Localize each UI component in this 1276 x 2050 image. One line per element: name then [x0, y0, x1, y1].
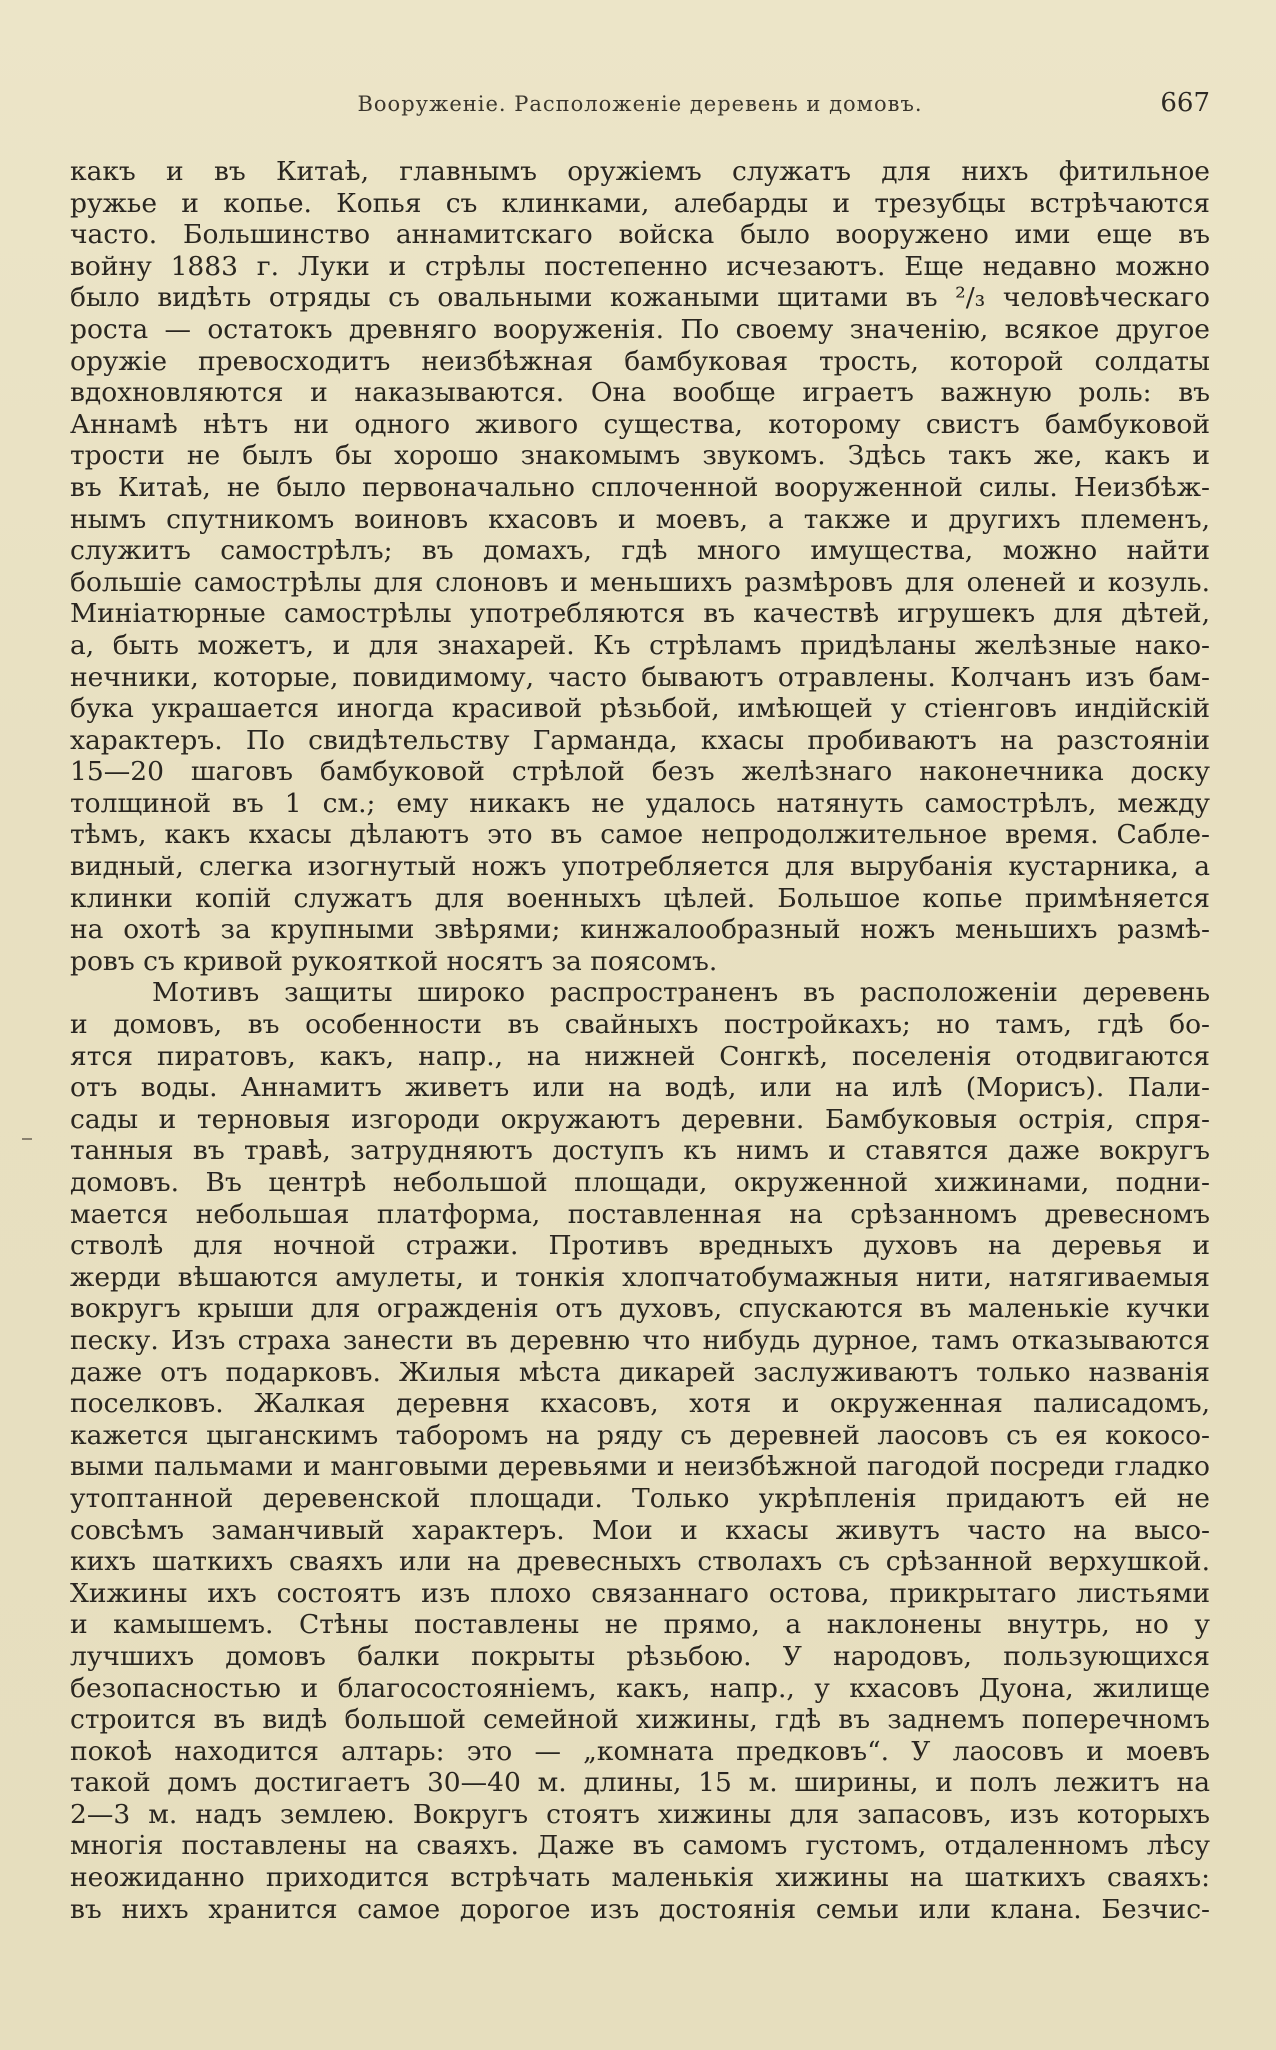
text-line: и камышемъ. Стѣны поставлены не прямо, а наклонены внутрь, но у	[70, 1609, 1210, 1641]
text-line: часто. Большинство аннамитскаго войска было вооружено ими еще въ	[70, 219, 1210, 251]
text-line: оружіе превосходитъ неизбѣжная бамбуковая трость, которой солдаты	[70, 345, 1210, 377]
text-line: даже отъ подарковъ. Жилыя мѣста дикарей заслуживаютъ только названія	[70, 1356, 1210, 1388]
text-line: Миніатюрные самострѣлы употребляются въ качествѣ игрушекъ для дѣтей,	[70, 598, 1210, 630]
text-line: кажется цыганскимъ таборомъ на ряду съ деревней лаосовъ съ ея кокосо-	[70, 1419, 1210, 1451]
text-line: большіе самострѣлы для слоновъ и меньшихъ размѣровъ для оленей и козуль.	[70, 566, 1210, 598]
paragraph-1	[70, 156, 1210, 977]
text-line: въ Китаѣ, не было первоначально сплоченной вооруженной силы. Неизбѣж-	[70, 471, 1210, 503]
text-line: войну 1883 г. Луки и стрѣлы постепенно исчезаютъ. Еще недавно можно	[70, 250, 1210, 282]
text-line: поселковъ. Жалкая деревня кхасовъ, хотя и окруженная палисадомъ,	[70, 1388, 1210, 1420]
text-line: вокругъ крыши для огражденія отъ духовъ, спускаются въ маленькіе кучки	[70, 1293, 1210, 1325]
text-line: тѣмъ, какъ кхасы дѣлаютъ это въ самое непродолжительное время. Сабле-	[70, 819, 1210, 851]
text-line: Хижины ихъ состоятъ изъ плохо связаннаго остова, прикрытаго листьями	[70, 1577, 1210, 1609]
text-line: строится въ видѣ большой семейной хижины, гдѣ въ заднемъ поперечномъ	[70, 1704, 1210, 1736]
page-header	[70, 88, 1210, 132]
text-line: на охотѣ за крупными звѣрями; кинжалообразный ножъ меньшихъ размѣ-	[70, 914, 1210, 946]
text-line: танныя въ травѣ, затрудняютъ доступъ къ нимъ и ставятся даже вокругъ	[70, 1135, 1210, 1167]
running-title: Вооруженіе. Расположеніе деревень и домовъ.	[357, 92, 923, 116]
text-line: ятся пиратовъ, какъ, напр., на нижней Сонгкѣ, поселенія отодвигаются	[70, 1040, 1210, 1072]
paragraph-2	[70, 977, 1210, 1925]
text-line: сады и терновыя изгороди окружаютъ деревни. Бамбуковыя острія, спря-	[70, 1103, 1210, 1135]
text-line: кихъ шаткихъ сваяхъ или на древесныхъ стволахъ съ срѣзанной верхушкой.	[70, 1546, 1210, 1578]
text-line: неожиданно приходится встрѣчать маленькія хижины на шаткихъ сваяхъ:	[70, 1862, 1210, 1894]
text-line: стволѣ для ночной стражи. Противъ вредныхъ духовъ на деревья и	[70, 1230, 1210, 1262]
text-line: совсѣмъ заманчивый характеръ. Мои и кхасы живутъ часто на высо-	[70, 1514, 1210, 1546]
page-number: 667	[1160, 88, 1210, 118]
text-line: лучшихъ домовъ балки покрыты рѣзьбою. У народовъ, пользующихся	[70, 1640, 1210, 1672]
page-body	[70, 156, 1210, 1925]
text-line: трости не былъ бы хорошо знакомымъ звукомъ. Здѣсь такъ же, какъ и	[70, 440, 1210, 472]
text-line: видный, слегка изогнутый ножъ употребляется для вырубанія кустарника, а	[70, 851, 1210, 883]
text-line: утоптанной деревенской площади. Только укрѣпленія придаютъ ей не	[70, 1482, 1210, 1514]
text-line: характеръ. По свидѣтельству Гарманда, кхасы пробиваютъ на разстояніи	[70, 724, 1210, 756]
text-line: песку. Изъ страха занести въ деревню что нибудь дурное, тамъ отказываются	[70, 1324, 1210, 1356]
text-line: клинки копій служатъ для военныхъ цѣлей. Большое копье примѣняется	[70, 882, 1210, 914]
text-line: покоѣ находится алтарь: это — „комната предковъ“. У лаосовъ и моевъ	[70, 1735, 1210, 1767]
margin-mark	[22, 1138, 32, 1140]
text-line: домовъ. Въ центрѣ небольшой площади, окруженной хижинами, подни-	[70, 1167, 1210, 1198]
text-line: 15—20 шаговъ бамбуковой стрѣлой безъ желѣзнаго наконечника доску	[70, 756, 1210, 788]
text-line: ружье и копье. Копья съ клинками, алебарды и трезубцы встрѣчаются	[70, 187, 1210, 219]
text-line: мается небольшая платформа, поставленная на срѣзанномъ древесномъ	[70, 1198, 1210, 1230]
text-line: Аннамѣ нѣтъ ни одного живого существа, которому свистъ бамбуковой	[70, 408, 1210, 440]
text-line: жерди вѣшаются амулеты, и тонкія хлопчатобумажныя нити, натягиваемыя	[70, 1261, 1210, 1293]
text-line: нечники, которые, повидимому, часто бываютъ отравлены. Колчанъ изъ бам-	[70, 661, 1210, 693]
text-line: роста — остатокъ древняго вооруженія. По своему значенію, всякое другое	[70, 313, 1210, 345]
text-line: выми пальмами и манговыми деревьями и неизбѣжной пагодой посреди гладко	[70, 1451, 1210, 1483]
text-line: бука украшается иногда красивой рѣзьбой, имѣющей у стіенговъ индійскій	[70, 693, 1210, 725]
text-line: ровъ съ кривой рукояткой носятъ за поясомъ.	[70, 945, 718, 977]
text-line: въ нихъ хранится самое дорогое изъ достоянія семьи или клана. Безчис-	[70, 1893, 1210, 1925]
text-line: служитъ самострѣлъ; въ домахъ, гдѣ много имущества, можно найти	[70, 535, 1210, 567]
text-line: а, быть можетъ, и для знахарей. Къ стрѣламъ придѣланы желѣзные нако-	[70, 629, 1210, 661]
text-line: вдохновляются и наказываются. Она вообще играетъ важную роль: въ	[70, 377, 1210, 409]
text-line: было видѣть отряды съ овальными кожаными щитами въ ²/₃ человѣческаго	[70, 282, 1210, 314]
text-line: отъ воды. Аннамитъ живетъ или на водѣ, или на илѣ (Морисъ). Пали-	[70, 1072, 1210, 1104]
text-line: толщиной въ 1 см.; ему никакъ не удалось натянуть самострѣлъ, между	[70, 787, 1210, 819]
text-line: многія поставлены на сваяхъ. Даже въ самомъ густомъ, отдаленномъ лѣсу	[70, 1830, 1210, 1862]
text-line: 2—3 м. надъ землею. Вокругъ стоятъ хижины для запасовъ, изъ которыхъ	[70, 1798, 1210, 1830]
text-line: такой домъ достигаетъ 30—40 м. длины, 15 м. ширины, и полъ лежитъ на	[70, 1767, 1210, 1799]
text-line: и домовъ, въ особенности въ свайныхъ постройкахъ; но тамъ, гдѣ бо-	[70, 1009, 1210, 1041]
text-line: безопасностью и благосостояніемъ, какъ, напр., у кхасовъ Дуона, жилище	[70, 1672, 1210, 1704]
text-line: Мотивъ защиты широко распространенъ въ расположеніи деревень	[152, 977, 1210, 1009]
text-line: какъ и въ Китаѣ, главнымъ оружіемъ служатъ для нихъ фитильное	[70, 156, 1210, 187]
text-line: нымъ спутникомъ воиновъ кхасовъ и моевъ, а также и другихъ племенъ,	[70, 503, 1210, 535]
